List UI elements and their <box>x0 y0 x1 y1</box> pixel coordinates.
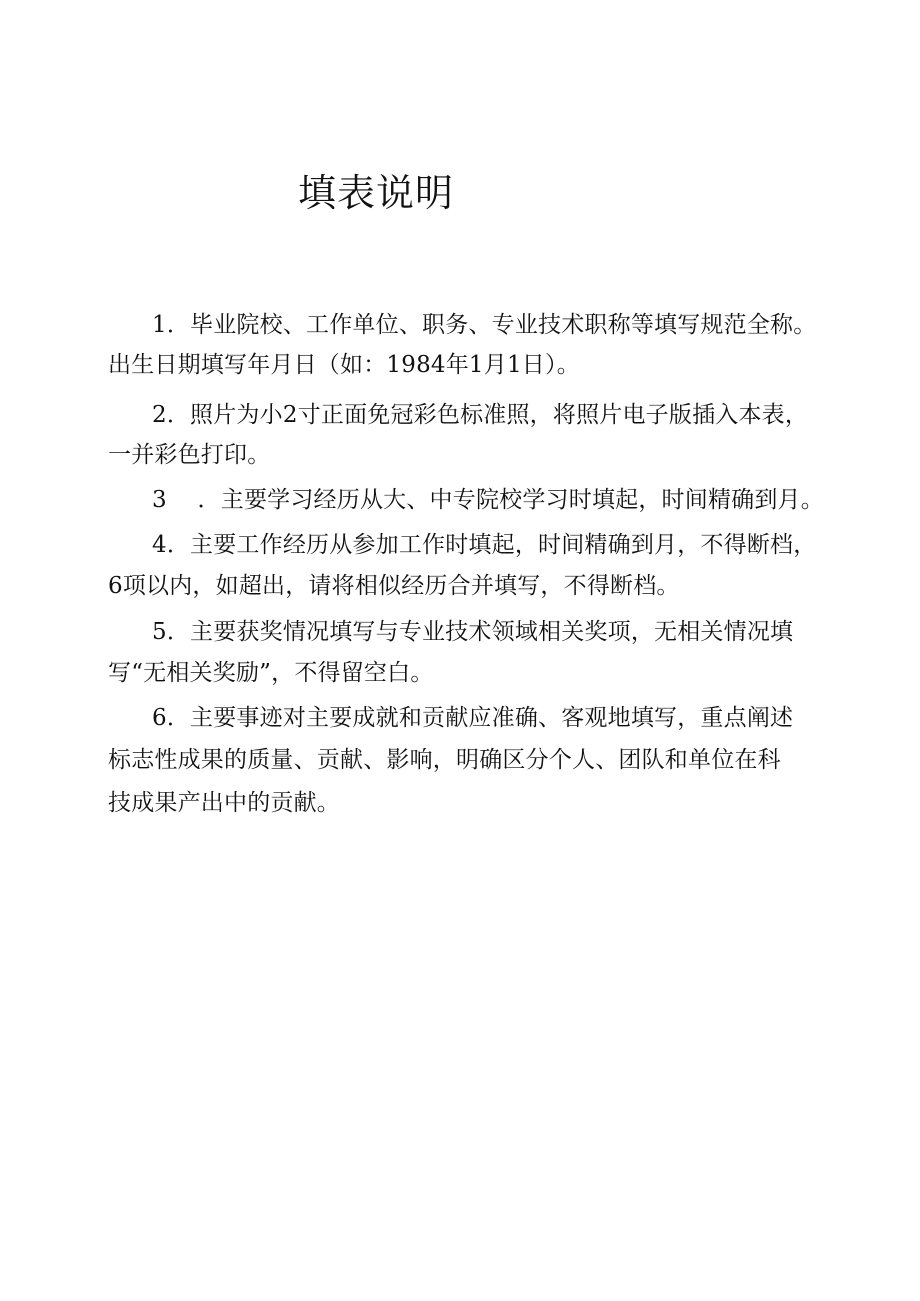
instruction-2-line-2: 一并彩色打印。 <box>108 442 271 468</box>
instruction-5-line-1: 5．主要获奖情况填写与专业技术领域相关奖项，无相关情况填 <box>152 619 794 645</box>
instruction-3-line-1: 3 ．主要学习经历从大、中专院校学习时填起，时间精确到月。 <box>152 487 824 513</box>
instruction-4-line-1: 4．主要工作经历从参加工作时填起，时间精确到月，不得断档， <box>152 532 817 558</box>
instruction-1-line-1: 1．毕业院校、工作单位、职务、专业技术职称等填写规范全称。 <box>152 312 817 338</box>
instruction-6-line-2: 标志性成果的质量、贡献、影响，明确区分个人、团队和单位在科 <box>108 747 781 773</box>
instruction-1-line-2: 出生日期填写年月日（如：1984年1月1日）。 <box>108 352 580 378</box>
instruction-2-line-1: 2．照片为小2寸正面免冠彩色标准照，将照片电子版插入本表， <box>152 402 809 428</box>
instruction-4-line-2: 6项以内，如超出，请将相似经历合并填写，不得断档。 <box>108 573 680 599</box>
instruction-6-line-1: 6．主要事迹对主要成就和贡献应准确、客观地填写，重点阐述 <box>152 705 794 731</box>
instruction-6-line-3: 技成果产出中的贡献。 <box>108 790 340 816</box>
page-title: 填表说明 <box>298 171 455 215</box>
instruction-5-line-2: 写“无相关奖励”，不得留空白。 <box>108 660 434 686</box>
